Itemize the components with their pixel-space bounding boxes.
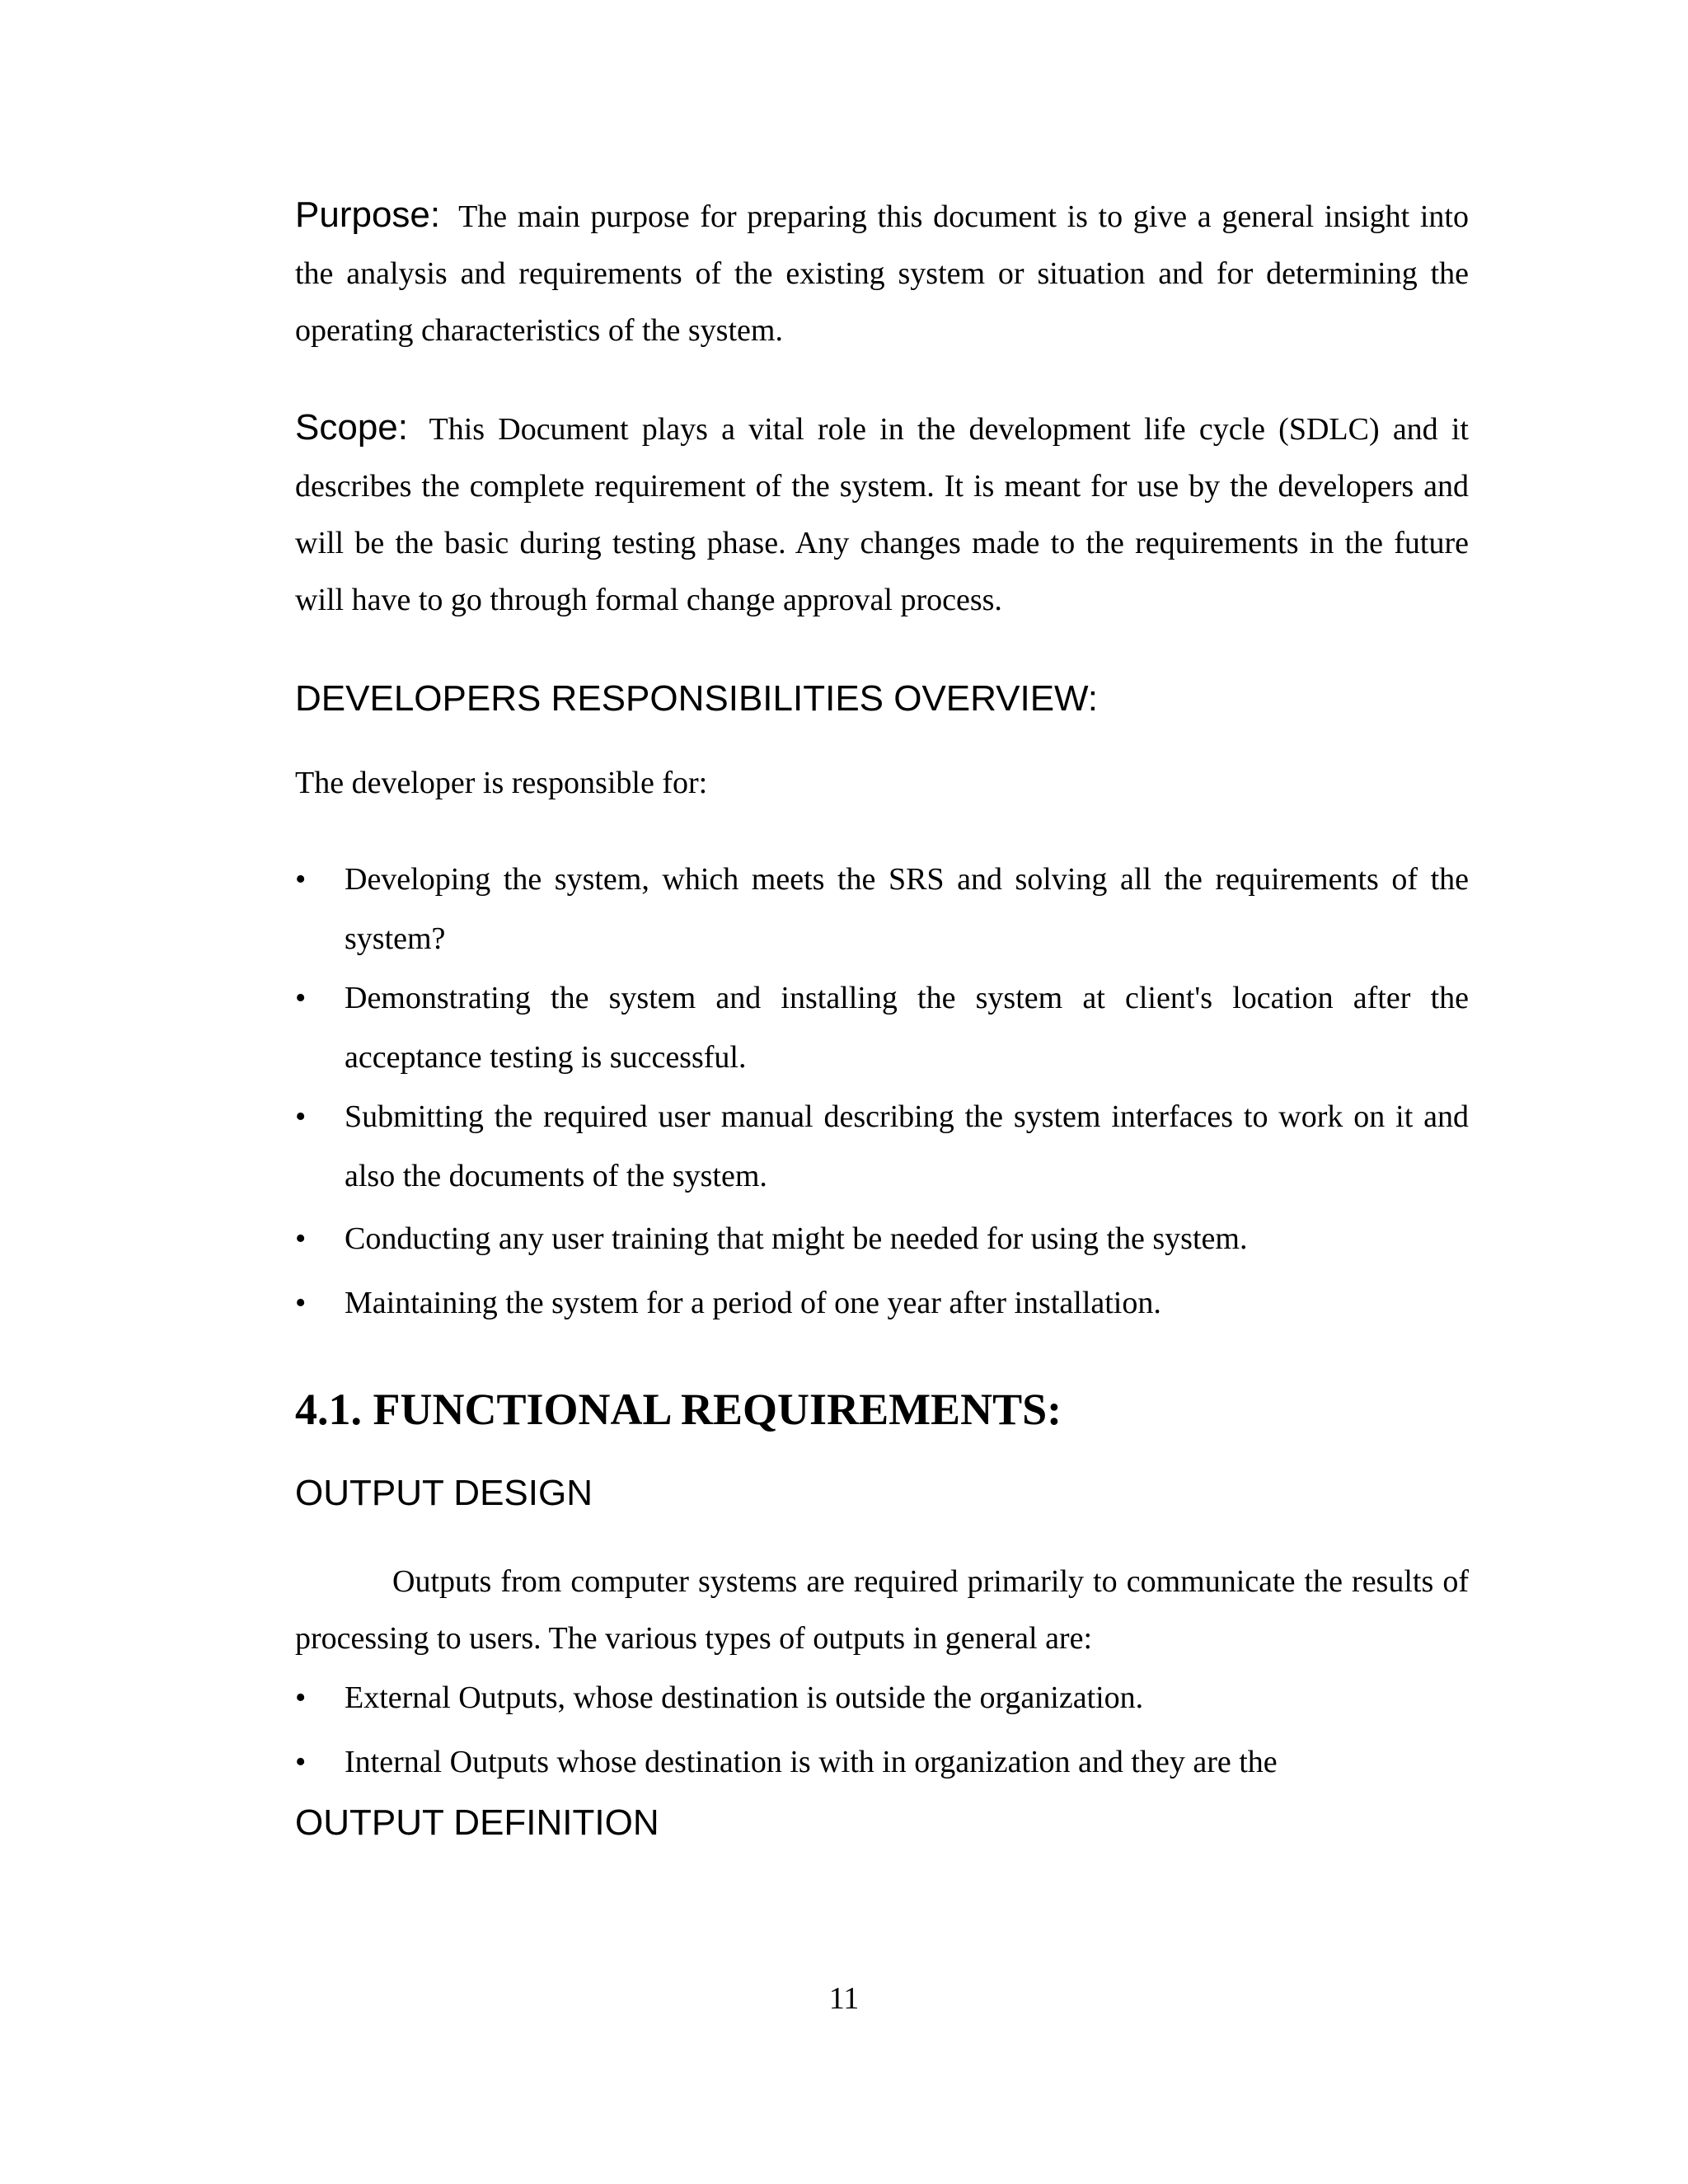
list-item [295, 1273, 1469, 1333]
output-types-list [295, 1668, 1469, 1792]
list-item [295, 1668, 1469, 1727]
purpose-label: Purpose: [295, 194, 441, 235]
output-design-paragraph: Outputs from computer systems are required primarily to communicate the results of processing to users. The various types of outputs in general are: [295, 1564, 1469, 1656]
purpose-text: The main purpose for preparing this document is to give a general insight into the analysis and requirements of the existing system or situation and for determining the operating characteristics of the system. [295, 199, 1469, 348]
bullet-icon: • [295, 981, 307, 1015]
bullet-icon: • [295, 1286, 307, 1320]
bullet-icon: • [295, 1099, 307, 1134]
developers-heading: DEVELOPERS RESPONSIBILITIES OVERVIEW: [295, 678, 1099, 719]
scope-label: Scope: [295, 407, 408, 448]
scope-paragraph [295, 399, 1469, 629]
list-item-text: External Outputs, whose destination is outside the organization. [345, 1680, 1144, 1715]
list-item-text: Internal Outputs whose destination is with in organization and they are the [345, 1745, 1278, 1779]
bullet-icon: • [295, 1221, 307, 1256]
output-definition-heading: OUTPUT DEFINITION [295, 1802, 659, 1843]
list-item [295, 1087, 1469, 1206]
list-item [295, 968, 1469, 1087]
list-item [295, 1732, 1469, 1792]
list-item-text: Maintaining the system for a period of one year after installation. [345, 1286, 1161, 1320]
bullet-icon: • [295, 862, 307, 897]
list-item-text: Conducting any user training that might be needed for using the system. [345, 1221, 1248, 1256]
list-item [295, 1209, 1469, 1268]
developers-intro: The developer is responsible for: [295, 766, 708, 800]
list-item-text: Demonstrating the system and installing the system at client's location after the acceptance testing is successful. [345, 981, 1469, 1075]
developers-list [295, 850, 1469, 1333]
bullet-icon: • [295, 1680, 307, 1715]
list-item-text: Developing the system, which meets the SRS and solving all the requirements of the system? [345, 862, 1469, 956]
list-item [295, 850, 1469, 968]
output-design-heading: OUTPUT DESIGN [295, 1473, 593, 1513]
page-number: 11 [828, 1981, 860, 2016]
scope-text: This Document plays a vital role in the development life cycle (SDLC) and it describes the complete requirement of the system. It is meant for use by the developers and will be the basic during testing phase. Any changes made to the requirements in the future will have to go through formal change approval process. [295, 412, 1469, 617]
bullet-icon: • [295, 1745, 307, 1779]
list-item-text: Submitting the required user manual describing the system interfaces to work on it and also the documents of the system. [345, 1099, 1469, 1193]
functional-requirements-heading: 4.1. FUNCTIONAL REQUIREMENTS: [295, 1385, 1062, 1434]
purpose-paragraph [295, 186, 1469, 359]
